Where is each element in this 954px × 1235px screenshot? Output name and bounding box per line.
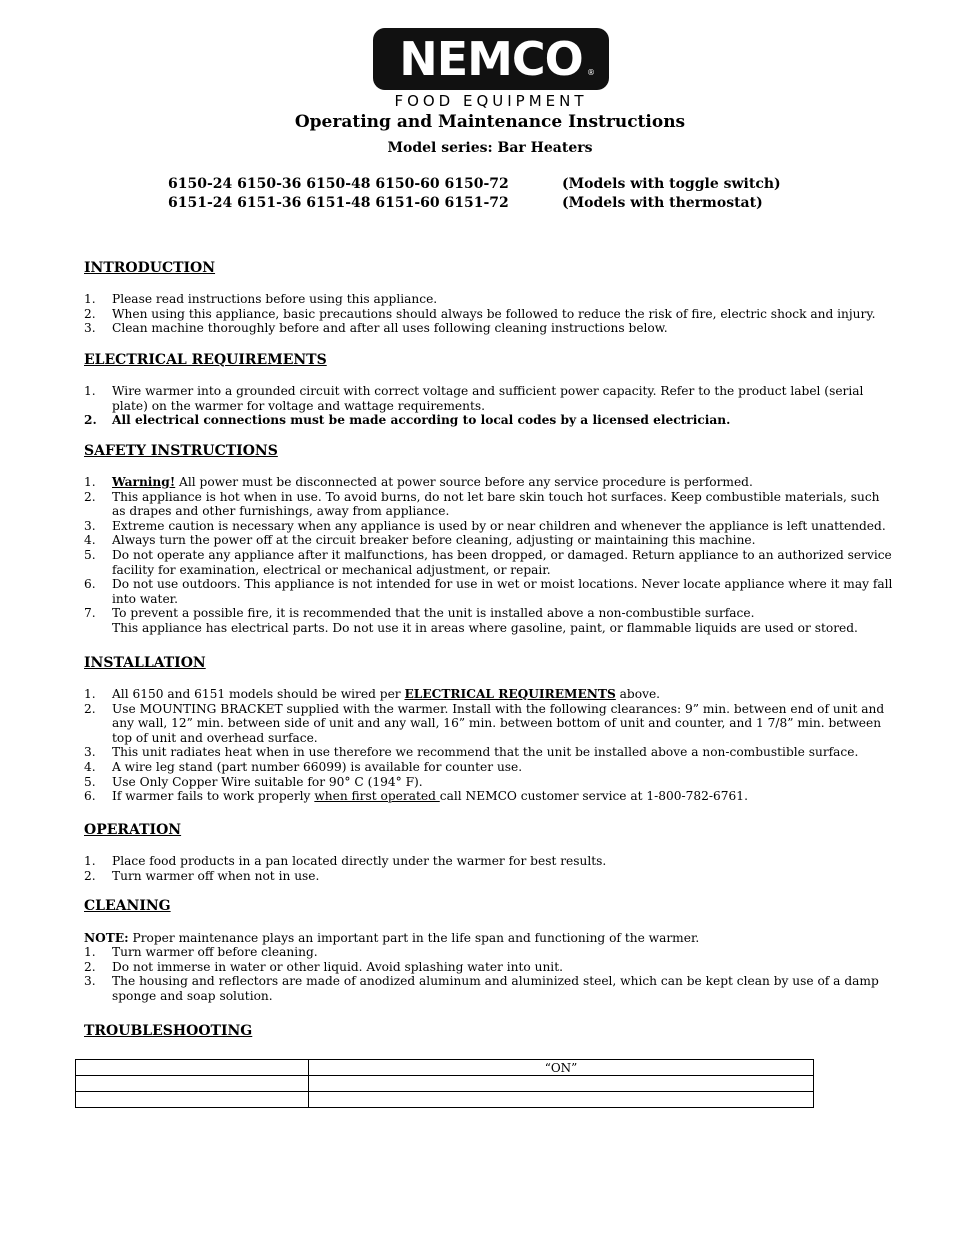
troubleshooting-table — [75, 1059, 814, 1108]
logo-subtitle: FOOD EQUIPMENT — [394, 92, 588, 110]
list-item — [84, 960, 896, 975]
cleaning-heading: CLEANING — [84, 898, 171, 914]
item-text: When using this appliance, basic precautions should always be followed to reduce the risk of fire, electric shock and injury. — [112, 306, 876, 321]
warning-label: Warning! — [112, 475, 176, 489]
item-number: 1. — [84, 945, 96, 959]
item-number: 7. — [84, 606, 96, 621]
item-text: All 6150 and 6151 models should be wired per — [112, 687, 405, 701]
item-number: 6. — [84, 577, 96, 592]
list-item — [84, 384, 896, 413]
electrical-list — [84, 384, 896, 428]
item-text: This appliance is hot when in use. To avoid burns, do not let bare skin touch hot surfaces. Keep combustible materials, such as drapes and other furnishings, away from appliance. — [112, 489, 880, 519]
table-row — [76, 1092, 814, 1108]
item-text: This unit radiates heat when in use therefore we recommend that the unit be installed above a non-combustible surface. — [112, 745, 859, 760]
list-item — [84, 687, 896, 702]
list-item — [84, 789, 896, 804]
item-text: This appliance has electrical parts. Do not use it in areas where gasoline, paint, or flammable liquids are used or stored. — [112, 620, 858, 635]
list-item — [84, 702, 896, 746]
list-item — [84, 519, 896, 534]
item-number: 2. — [84, 868, 96, 883]
list-item — [84, 475, 896, 490]
electrical-requirements-reference: ELECTRICAL REQUIREMENTS — [404, 687, 616, 701]
cleaning-list — [84, 945, 896, 1003]
item-number: 3. — [84, 518, 96, 533]
logo-registered-mark: ® — [587, 68, 595, 77]
item-number: 5. — [84, 774, 96, 789]
logo-badge — [373, 28, 609, 90]
document-subtitle: Model series: Bar Heaters — [387, 140, 593, 156]
list-item — [84, 533, 896, 548]
item-text: Always turn the power off at the circuit breaker before cleaning, adjusting or maintaining this machine. — [112, 533, 756, 548]
cleaning-note — [84, 931, 699, 946]
item-text: above. — [615, 687, 661, 701]
table-cell: “ON” — [309, 1060, 814, 1076]
item-text: All power must be disconnected at power source before any service procedure is performed. — [175, 475, 753, 489]
introduction-heading: INTRODUCTION — [84, 260, 216, 276]
item-number: 3. — [84, 745, 96, 760]
table-row — [76, 1076, 814, 1092]
item-number: 4. — [84, 759, 96, 774]
item-text: Use MOUNTING BRACKET supplied with the warmer. Install with the following clearances: 9” min. between end of unit and any wall, 12” min. between side of unit and any wall, 16” min. between bottom of unit and counter, and 1 7/8” min. between top of unit and overhead surface. — [112, 701, 885, 745]
list-item — [84, 945, 896, 960]
nemco-logo — [373, 28, 609, 110]
list-item — [84, 775, 896, 790]
list-item — [84, 974, 896, 1003]
list-item — [84, 413, 896, 428]
table-row — [76, 1060, 814, 1076]
operation-heading: OPERATION — [84, 822, 182, 838]
item-number: 2. — [84, 701, 96, 716]
note-label: NOTE: — [84, 931, 129, 945]
list-item — [84, 490, 896, 519]
item-text: The housing and reflectors are made of anodized aluminum and aluminized steel, which can be kept clean by use of a damp sponge and soap solution. — [112, 974, 879, 1003]
list-item — [84, 854, 896, 869]
introduction-list — [84, 292, 896, 336]
model-description: (Models with thermostat) — [562, 195, 763, 211]
item-text: Extreme caution is necessary when any appliance is used by or near children and whenever the appliance is left unattended. — [112, 518, 886, 533]
item-text: Use Only Copper Wire suitable for 90° C (194° F). — [112, 774, 423, 789]
item-number: 1. — [84, 384, 96, 398]
item-number: 1. — [84, 687, 96, 701]
model-description: (Models with toggle switch) — [562, 176, 781, 192]
model-numbers: 6151-24 6151-36 6151-48 6151-60 6151-72 — [168, 195, 509, 211]
list-item — [84, 548, 896, 577]
list-item — [84, 760, 896, 775]
list-item — [84, 321, 896, 336]
table-cell — [76, 1060, 309, 1076]
list-item — [84, 869, 896, 884]
electrical-heading: ELECTRICAL REQUIREMENTS — [84, 352, 327, 368]
item-number: 1. — [84, 475, 96, 489]
installation-list — [84, 687, 896, 804]
item-text: Wire warmer into a grounded circuit with correct voltage and sufficient power capacity. Refer to the product label (serial plate) on the warmer for voltage and wattage requirements. — [112, 384, 864, 413]
item-number: 2. — [84, 413, 97, 428]
list-item-continuation — [84, 621, 896, 636]
safety-list — [84, 475, 896, 636]
troubleshooting-heading: TROUBLESHOOTING — [84, 1023, 253, 1039]
model-numbers: 6150-24 6150-36 6150-48 6150-60 6150-72 — [168, 176, 509, 192]
list-item — [84, 745, 896, 760]
safety-heading: SAFETY INSTRUCTIONS — [84, 443, 278, 459]
installation-heading: INSTALLATION — [84, 655, 206, 671]
item-text: If warmer fails to work properly — [112, 789, 315, 804]
item-text: Do not operate any appliance after it malfunctions, has been dropped, or damaged. Return appliance to an authorized service facility for examination, electrical or mechanical adjustment, or repair. — [112, 547, 892, 577]
item-number: 2. — [84, 959, 96, 974]
table-cell — [76, 1076, 309, 1092]
list-item — [84, 292, 896, 307]
item-text: Turn warmer off when not in use. — [112, 868, 320, 883]
operation-list — [84, 854, 896, 883]
table-cell — [76, 1092, 309, 1108]
item-number: 2. — [84, 306, 96, 321]
item-text: Turn warmer off before cleaning. — [112, 945, 318, 959]
item-text: Clean machine thoroughly before and after all uses following cleaning instructions below. — [112, 321, 668, 336]
item-text: A wire leg stand (part number 66099) is available for counter use. — [112, 759, 523, 774]
item-number: 3. — [84, 321, 96, 336]
item-number: 4. — [84, 533, 96, 548]
document-title: Operating and Maintenance Instructions — [294, 112, 686, 132]
note-text: Proper maintenance plays an important part in the life span and functioning of the warmer. — [128, 931, 700, 945]
list-item — [84, 307, 896, 322]
item-text: call NEMCO customer service at 1-800-782-6761. — [439, 789, 748, 804]
item-number: 1. — [84, 854, 96, 868]
item-number: 1. — [84, 292, 96, 306]
item-text: Place food products in a pan located directly under the warmer for best results. — [112, 854, 607, 868]
item-number: 3. — [84, 974, 96, 989]
item-text: Do not immerse in water or other liquid. Avoid splashing water into unit. — [112, 959, 563, 974]
item-number: 6. — [84, 789, 96, 804]
item-text: All electrical connections must be made according to local codes by a licensed electrician. — [112, 413, 731, 428]
item-number: 5. — [84, 547, 96, 562]
logo-wordmark: NEMCO — [399, 32, 583, 86]
item-text: Do not use outdoors. This appliance is not intended for use in wet or moist locations. Never locate appliance where it may fall into water. — [112, 577, 893, 606]
item-text: To prevent a possible fire, it is recommended that the unit is installed above a non-combustible surface. — [112, 606, 755, 621]
list-item — [84, 606, 896, 621]
table-cell — [309, 1092, 814, 1108]
item-text-underlined: when first operated — [314, 789, 440, 804]
item-number: 2. — [84, 489, 96, 504]
item-text: Please read instructions before using this appliance. — [112, 292, 438, 306]
list-item — [84, 577, 896, 606]
table-cell — [309, 1076, 814, 1092]
